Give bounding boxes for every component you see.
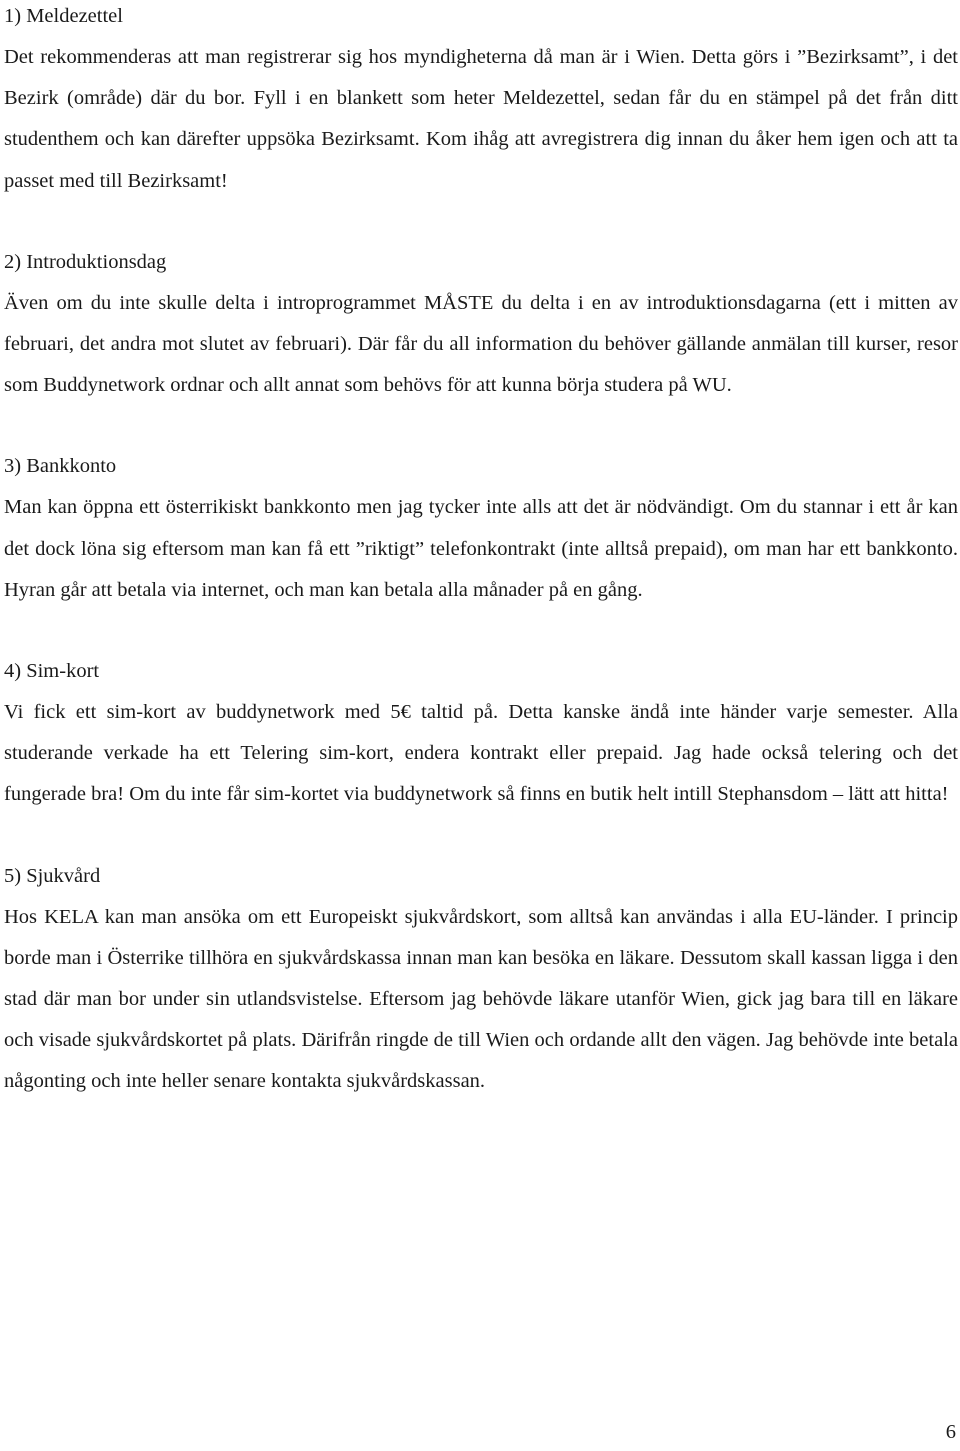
section-body: Man kan öppna ett österrikiskt bankkonto men jag tycker inte alls att det är nödvändigt. Om du stannar i ett år kan det dock löna sig eftersom man kan få ett ”riktigt” telefonkontrakt (inte alltså prepaid), om man har ett bankkonto. Hyran går att betala via internet, och man kan betala alla månader på en gång. xyxy=(4,496,958,601)
section-body: Även om du inte skulle delta i introprogrammet MÅSTE du delta i en av introduktionsdagarna (ett i mitten av februari, det andra mot slutet av februari). Där får du all information du behöver gällande anmälan till kurser, resor som Buddynetwork ordnar och allt annat som behövs för att kunna börja studera på WU. xyxy=(4,291,958,397)
section-body: Det rekommenderas att man registrerar sig hos myndigheterna då man är i Wien. Detta görs i ”Bezirksamt”, i det Bezirk (område) där du bor. Fyll i en blankett som heter Meldezettel, sedan får du en stämpel på det från ditt studenthem och kan därefter uppsöka Bezirksamt. Kom ihåg att avregistrera dig innan du åker hem igen och att ta passet med till Bezirksamt! xyxy=(4,46,958,192)
section-meldezettel xyxy=(4,0,958,202)
section-sim-kort xyxy=(4,651,958,816)
section-body: Vi fick ett sim-kort av buddynetwork med 5€ taltid på. Detta kanske ändå inte händer varje semester. Alla studerande verkade ha ett Telering sim-kort, endera kontrakt eller prepaid. Jag hade också telering och det fungerade bra! Om du inte får sim-kortet via buddynetwork så finns en butik helt intill Stephansdom – lätt att hitta! xyxy=(4,701,958,806)
section-heading: 3) Bankkonto xyxy=(4,455,117,478)
section-heading: 2) Introduktionsdag xyxy=(4,250,167,273)
section-bankkonto xyxy=(4,446,958,611)
section-heading: 5) Sjukvård xyxy=(4,864,101,887)
document-page xyxy=(4,0,958,1143)
section-heading: 1) Meldezettel xyxy=(4,5,123,27)
section-sjukvard xyxy=(4,856,958,1103)
page-number: 6 xyxy=(945,1421,956,1443)
section-heading: 4) Sim-kort xyxy=(4,660,100,683)
section-body: Hos KELA kan man ansöka om ett Europeiskt sjukvårdskort, som alltså kan användas i alla EU-länder. I princip borde man i Österrike tillhöra en sjukvårdskassa innan man kan besöka en läkare. Dessutom skall kassan ligga i den stad där man bor under sin utlandsvistelse. Eftersom jag behövde läkare utanför Wien, gick jag bara till en läkare och visade sjukvårdskortet på plats. Därifrån ringde de till Wien och ordande allt den vägen. Jag behövde inte betala någonting och inte heller senare kontakta sjukvårdskassan. xyxy=(4,905,958,1093)
section-introduktionsdag xyxy=(4,242,958,407)
